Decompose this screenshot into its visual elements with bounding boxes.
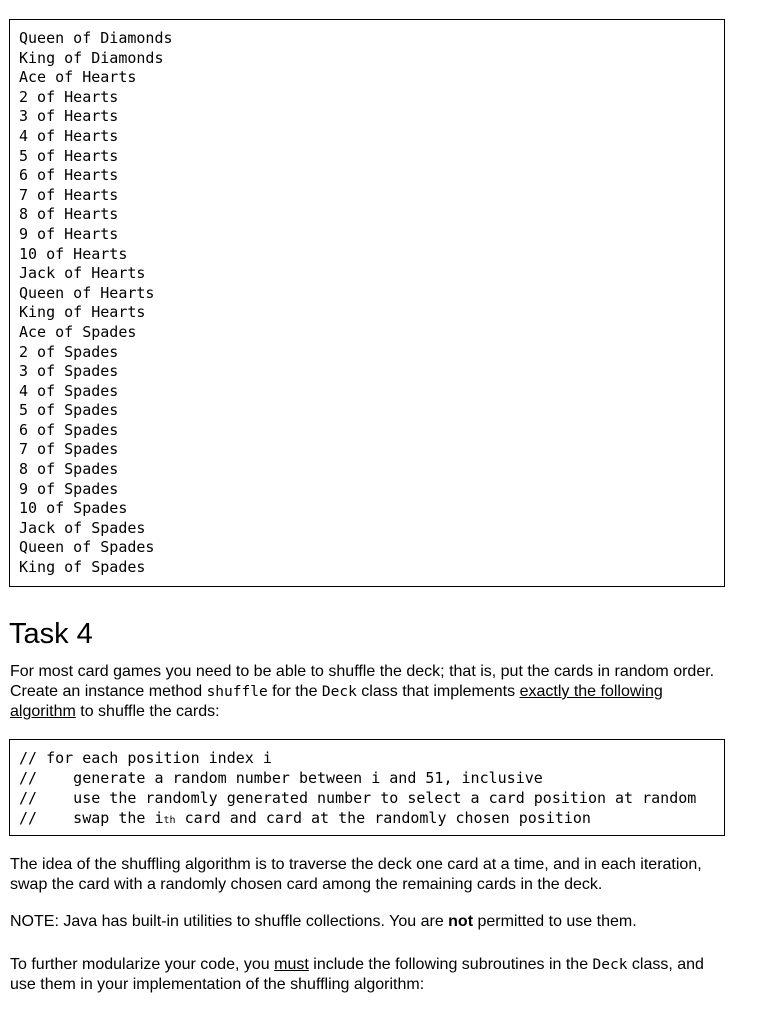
output-line: Queen of Hearts: [19, 283, 155, 302]
output-line: 3 of Hearts: [19, 107, 119, 126]
intro-text-4: to shuffle the cards:: [75, 703, 220, 720]
output-line: 4 of Spades: [19, 381, 119, 400]
output-line: 9 of Spades: [19, 479, 119, 498]
output-line: 9 of Hearts: [19, 224, 119, 243]
intro-text-1: For most card games you need to be able to shuffle the deck; that is, put the cards in random order. Create an instance method: [10, 663, 715, 700]
output-line: King of Diamonds: [19, 48, 164, 67]
output-line: Queen of Spades: [19, 538, 155, 557]
output-line: Jack of Hearts: [19, 264, 146, 283]
output-line: King of Hearts: [19, 303, 146, 322]
algorithm-line-4-pre: // swap the i: [19, 809, 164, 827]
output-line: 2 of Hearts: [19, 87, 119, 106]
output-line: 10 of Spades: [19, 499, 128, 518]
output-line: 8 of Hearts: [19, 205, 119, 224]
algorithm-line-4-post: card and card at the randomly chosen position: [175, 809, 591, 827]
output-line: Queen of Diamonds: [19, 29, 173, 47]
algorithm-code-box: [9, 739, 725, 836]
output-line: 5 of Hearts: [19, 146, 119, 165]
intro-underlined: exactly the following algorithm: [10, 683, 663, 720]
algorithm-line-4-subscript: th: [163, 815, 176, 826]
modular-text-3: class, and use them in your implementation of the shuffling algorithm:: [10, 956, 704, 993]
algorithm-line: // for each position index i: [19, 749, 272, 767]
note-bold: not: [448, 913, 474, 930]
output-line: Ace of Hearts: [19, 68, 137, 87]
code-deck: Deck: [592, 957, 628, 973]
output-line: 8 of Spades: [19, 460, 119, 479]
output-line: 3 of Spades: [19, 362, 119, 381]
modular-text-2: include the following subroutines in the: [308, 956, 593, 973]
note-paragraph: [10, 912, 730, 932]
idea-paragraph: The idea of the shuffling algorithm is to traverse the deck one card at a time, and in each iteration, swap the card with a randomly chosen card among the remaining cards in the deck.: [10, 856, 702, 893]
output-line: 7 of Hearts: [19, 185, 119, 204]
code-deck: Deck: [321, 684, 357, 700]
output-line: King of Spades: [19, 558, 146, 577]
algorithm-line: // use the randomly generated number to select a card position at random: [19, 789, 697, 807]
output-line: 7 of Spades: [19, 440, 119, 459]
modular-text-1: To further modularize your code, you: [10, 956, 275, 973]
algorithm-line: [19, 808, 724, 828]
output-line: 10 of Hearts: [19, 244, 128, 263]
code-shuffle: shuffle: [206, 684, 268, 700]
intro-text-2: for the: [267, 683, 322, 700]
modular-underlined: must: [274, 956, 309, 973]
output-line: 4 of Hearts: [19, 126, 119, 145]
output-line: Jack of Spades: [19, 518, 146, 537]
task-heading: Task 4: [9, 618, 93, 650]
intro-text-3: class that implements: [356, 683, 520, 700]
output-line: 6 of Hearts: [19, 166, 119, 185]
modularize-paragraph: [10, 955, 730, 995]
note-text-1: NOTE: Java has built-in utilities to shuffle collections. You are: [10, 913, 449, 930]
task-intro-paragraph: [10, 662, 730, 722]
note-text-2: permitted to use them.: [473, 913, 637, 930]
output-line: 2 of Spades: [19, 342, 119, 361]
program-output-box: [9, 19, 725, 587]
output-line: 5 of Spades: [19, 401, 119, 420]
algorithm-line: // generate a random number between i and 51, inclusive: [19, 769, 543, 787]
output-line: 6 of Spades: [19, 420, 119, 439]
output-line: Ace of Spades: [19, 322, 137, 341]
